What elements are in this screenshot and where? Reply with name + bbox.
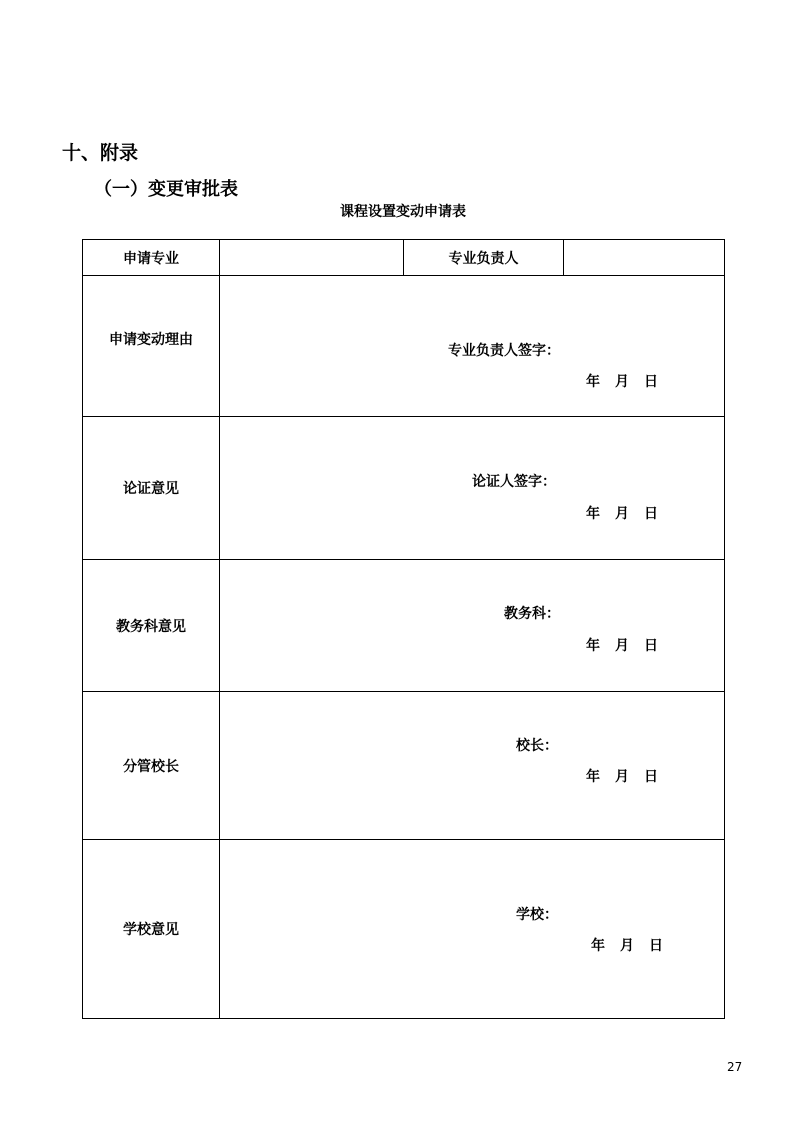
page-number: 27 [727, 1060, 743, 1074]
date-line: 年 月 日 [586, 769, 658, 785]
major-label: 申请专业 [83, 240, 220, 276]
academic-affairs-label: 教务科意见 [83, 560, 220, 692]
form-row-school [83, 840, 725, 1019]
date-line: 年 月 日 [591, 938, 663, 954]
approval-form-table [82, 239, 725, 1019]
argument-label: 论证意见 [83, 417, 220, 560]
major-head-value-field[interactable] [564, 240, 725, 276]
school-signature: 学校： [516, 907, 558, 923]
change-reason-field[interactable] [220, 276, 725, 417]
date-line: 年 月 日 [586, 374, 658, 390]
form-row-argument [83, 417, 725, 560]
school-opinion-field[interactable] [220, 840, 725, 1019]
form-row-change-reason [83, 276, 725, 417]
major-head-signature: 专业负责人签字： [448, 343, 560, 359]
table-caption: 课程设置变动申请表 [340, 204, 466, 220]
argument-signature: 论证人签字： [472, 474, 556, 490]
subsection-title: （一）变更审批表 [94, 179, 238, 200]
major-head-label: 专业负责人 [404, 240, 564, 276]
academic-affairs-field[interactable] [220, 560, 725, 692]
form-row-vice-principal [83, 692, 725, 840]
date-line: 年 月 日 [586, 506, 658, 522]
form-row-major [83, 240, 725, 276]
change-reason-label: 申请变动理由 [83, 276, 220, 417]
section-title: 十、附录 [62, 142, 139, 164]
school-opinion-label: 学校意见 [83, 840, 220, 1019]
major-value-field[interactable] [220, 240, 404, 276]
vice-principal-field[interactable] [220, 692, 725, 840]
vice-principal-label: 分管校长 [83, 692, 220, 840]
principal-signature: 校长： [516, 738, 558, 754]
argument-field[interactable] [220, 417, 725, 560]
date-line: 年 月 日 [586, 638, 658, 654]
form-row-academic-affairs [83, 560, 725, 692]
academic-affairs-signature: 教务科： [504, 606, 560, 622]
